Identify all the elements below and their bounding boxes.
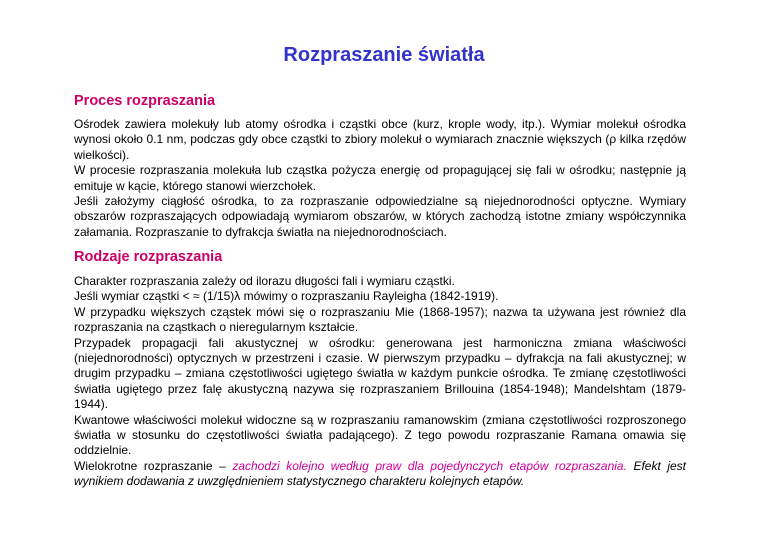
paragraph: Ośrodek zawiera molekuły lub atomy ośrodka i cząstki obce (kurz, krople wody, itp.). Wymiar molekuł ośrodka wynosi około 0.1 nm, podczas gdy obce cząstki to zbiory molekuł o wymiarach znacznie większych (ρ kilka rzędów wielkości). (74, 117, 686, 162)
italic-text: Efekt jest wynikiem dodawania z uwzględnieniem statystycznego charakteru kolejnych etapów. (74, 458, 687, 489)
section-heading-types: Rodzaje rozpraszania (74, 249, 223, 265)
highlighted-text: zachodzi kolejno według praw dla pojedynczych etapów rozpraszania. (232, 458, 627, 473)
paragraph-lead: Wielokrotne rozpraszanie – (74, 458, 233, 473)
paragraph: Kwantowe właściwości molekuł widoczne są w rozpraszaniu ramanowskim (zmiana częstotliwości rozproszonego światła w stosunku do częstotliwości światła padającego). Z tego powodu rozpraszanie Ramana omawia się oddzielnie. (74, 412, 686, 458)
section-heading-process: Proces rozpraszania (74, 93, 216, 109)
section-body-process (74, 117, 686, 240)
paragraph: W przypadku większych cząstek mówi się o rozpraszaniu Mie (1868-1957); nazwa ta używana jest również dla rozpraszania na cząstkach o nieregularnym kształcie. (74, 304, 686, 335)
section-body-types (74, 274, 686, 490)
paragraph-multiple-scattering (74, 459, 686, 490)
paragraph: W procesie rozpraszania molekuła lub cząstka pożycza energię od propagującej się fali w ośrodku; następnie ją emituje w kącie, którego stanowi wierzchołek. (74, 163, 686, 193)
paragraph: Przypadek propagacji fali akustycznej w ośrodku: generowana jest harmoniczna zmiana właściwości (niejednorodności) optycznych w przestrzeni i czasie. W pierwszym przypadku – dyfrakcja na fali akustycznej; w drugim przypadku – zmiana częstotliwości ugiętego światła w każdym punkcie ośrodka. Te zmianę częstotliwości światła ugiętego przez falę akustyczną nazywa się rozpraszaniem Brillouina (1854-1948); Mandelshtam (1879-1944). (74, 335, 686, 412)
paragraph: Charakter rozpraszania zależy od ilorazu długości fali i wymiaru cząstki. (74, 274, 455, 288)
paragraph: Jeśli założymy ciągłość ośrodka, to za rozpraszanie odpowiedzialne są niejednorodności optyczne. Wymiary obszarów rozpraszających odpowiadają wymiarom obszarów, w których zachodzą istotne zmiany współczynnika załamania. Rozpraszanie to dyfrakcja światła na niejednorodnościach. (74, 194, 686, 239)
paragraph: Jeśli wymiar cząstki < ≈ (1/15)λ mówimy o rozpraszaniu Rayleigha (1842-1919). (74, 289, 499, 304)
page-title: Rozpraszanie światła (283, 44, 485, 66)
